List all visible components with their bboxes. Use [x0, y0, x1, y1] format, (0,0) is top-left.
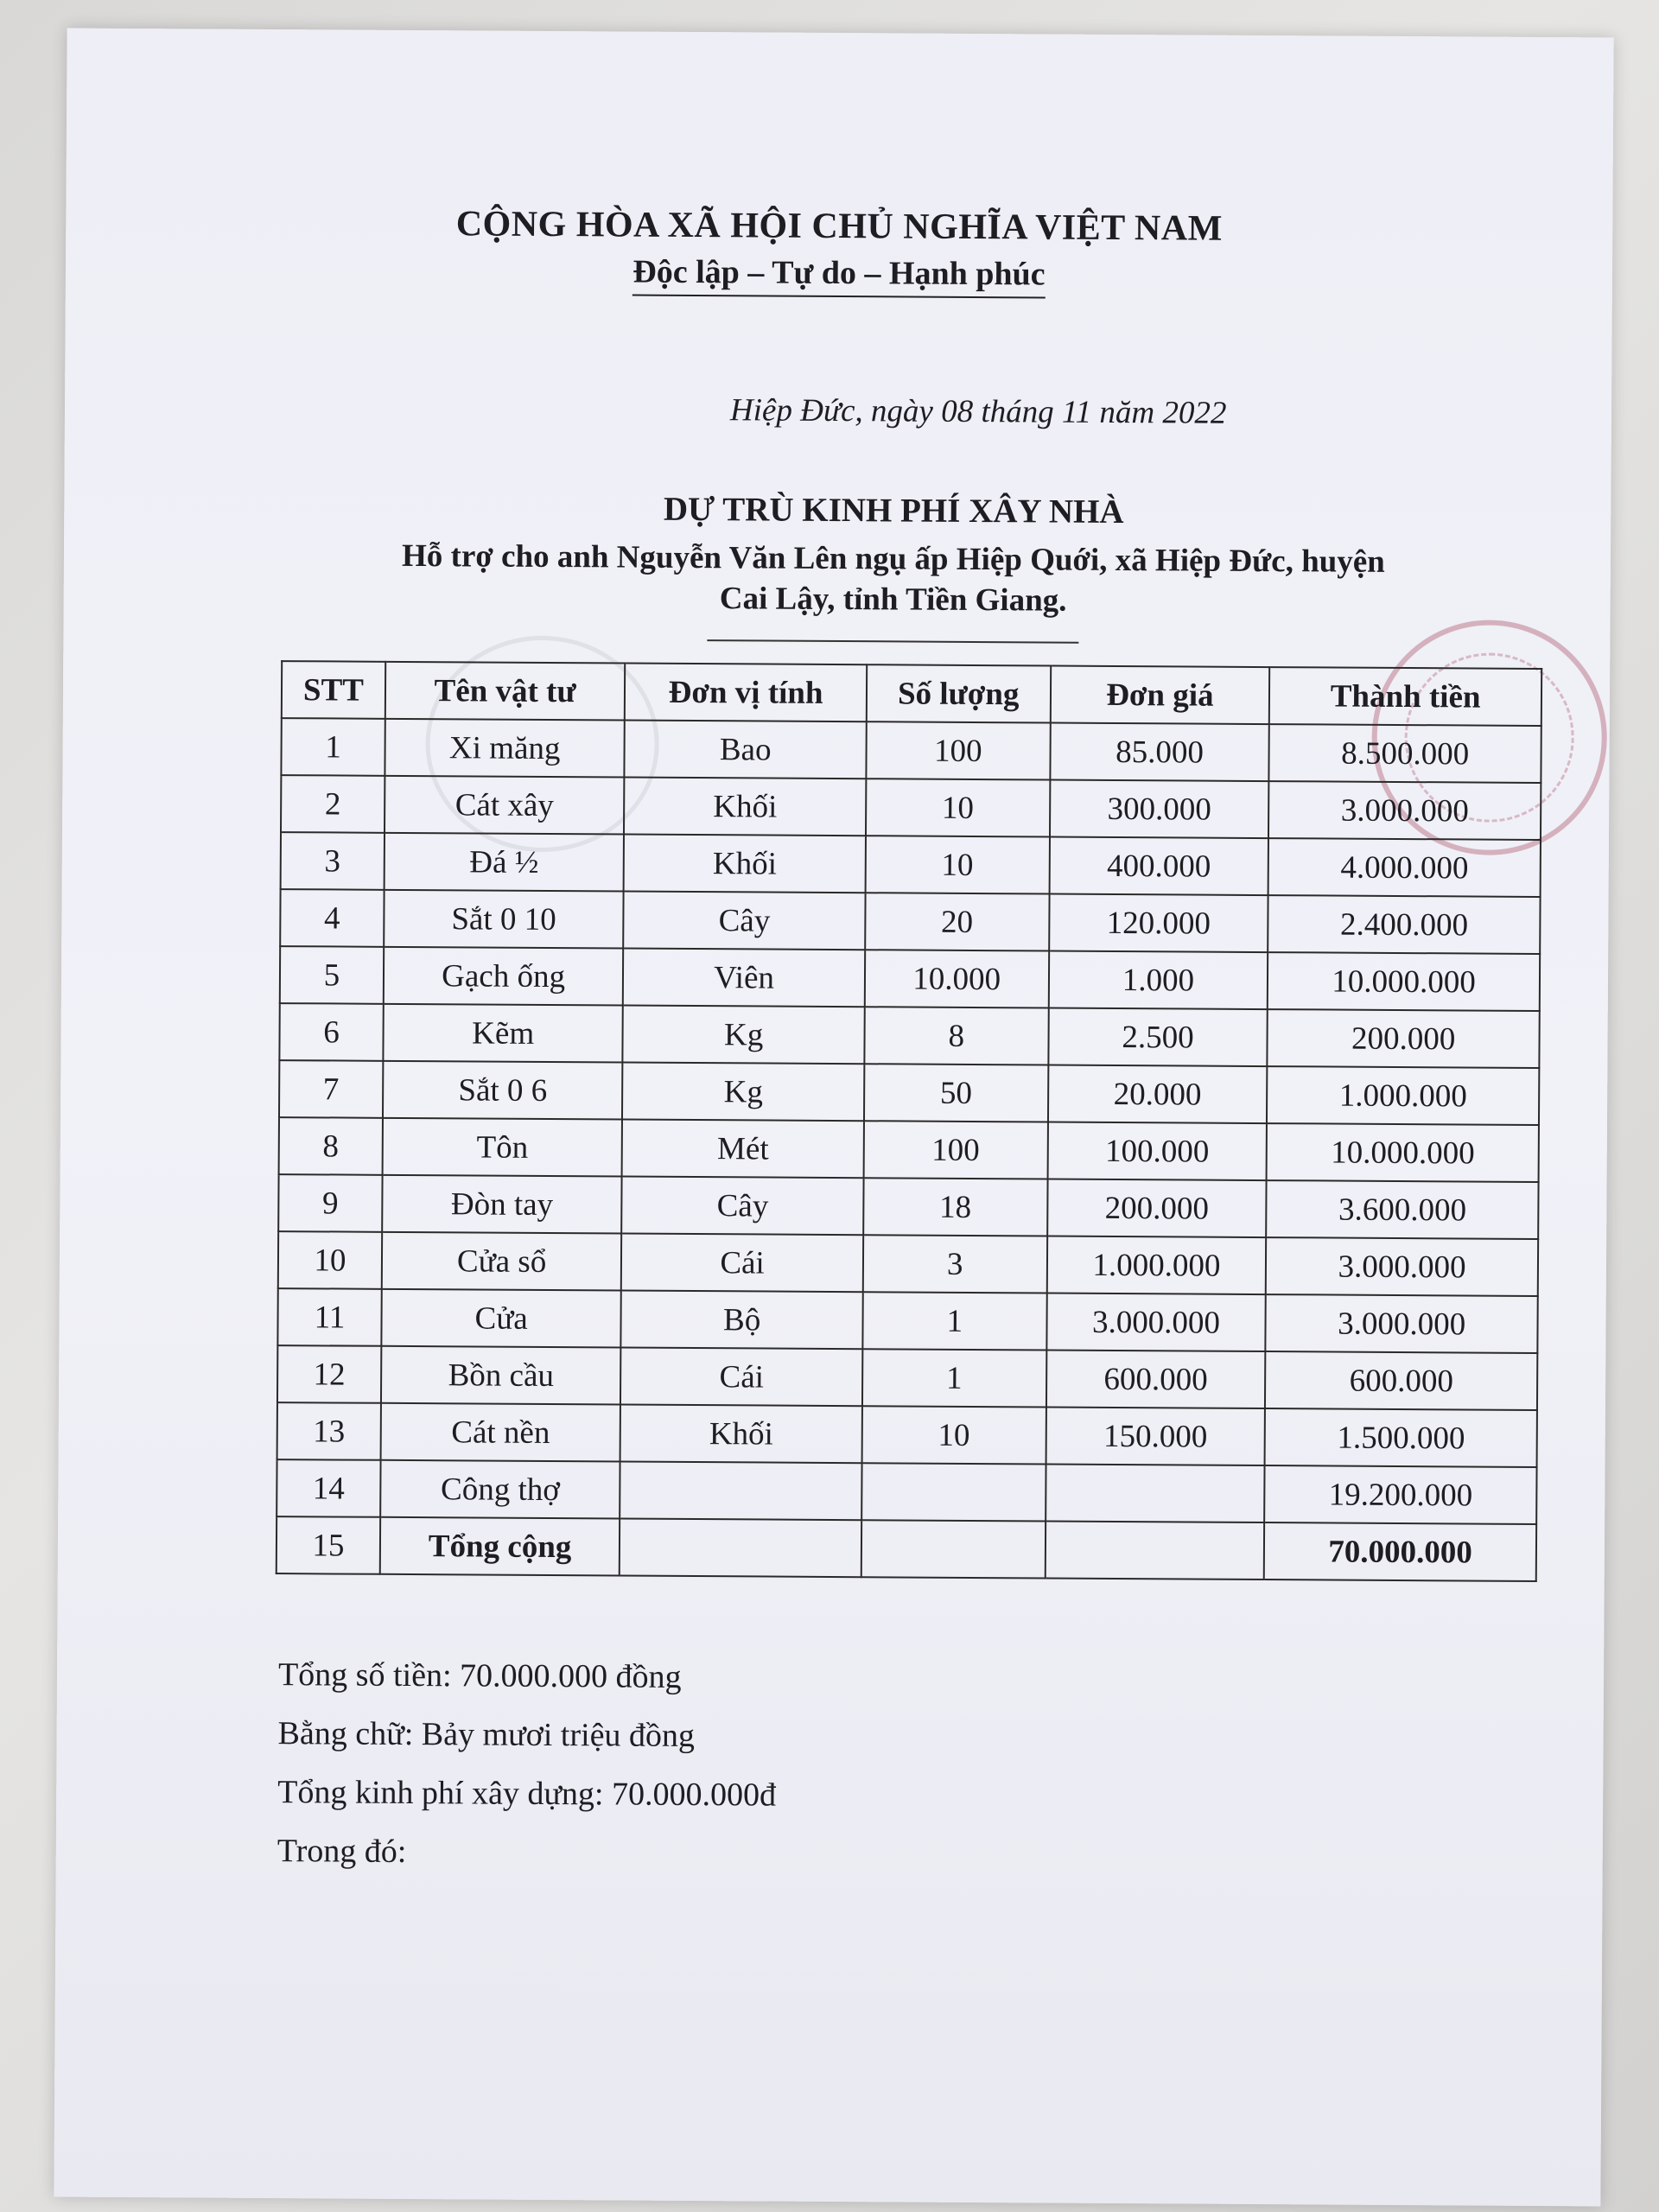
table-cell: Viên [623, 949, 865, 1007]
table-cell: 120.000 [1049, 894, 1268, 953]
table-cell: Gạch ống [384, 947, 624, 1006]
table-cell: Sắt 0 10 [384, 890, 624, 949]
table-cell: 200.000 [1047, 1179, 1267, 1238]
table-cell [620, 1518, 861, 1577]
table-row [279, 1060, 1539, 1125]
table-cell: 600.000 [1265, 1351, 1537, 1410]
title-underline [707, 639, 1078, 644]
table-cell: 4.000.000 [1268, 838, 1541, 897]
table-cell: 1 [862, 1349, 1046, 1407]
table-cell: 12 [277, 1345, 381, 1403]
table-cell: 50 [864, 1064, 1048, 1122]
header-cell: Thành tiền [1269, 667, 1541, 726]
table-cell [620, 1461, 862, 1520]
table-row [279, 1003, 1539, 1068]
document-header [66, 201, 1613, 302]
header-cell: Số lượng [867, 664, 1051, 722]
header-cell: STT [282, 661, 385, 719]
table-cell: 1 [862, 1292, 1046, 1350]
table-cell: Cây [622, 1177, 864, 1236]
table-cell: 3.600.000 [1266, 1180, 1538, 1239]
table-cell: 3.000.000 [1268, 781, 1541, 840]
header-cell: Đơn giá [1050, 666, 1269, 725]
table-row [281, 832, 1541, 897]
table-cell: 4 [280, 889, 384, 947]
table-cell [861, 1520, 1046, 1578]
of-which-line: Trong đó: [276, 1833, 407, 1870]
summary-block [277, 1645, 778, 1884]
table-cell: 2.400.000 [1268, 895, 1541, 954]
table-cell: Tổng cộng [380, 1517, 620, 1576]
document-title-block [288, 487, 1498, 646]
document-page [54, 29, 1613, 2207]
table-cell: Kg [622, 1063, 864, 1122]
table-cell: 6 [279, 1003, 383, 1061]
cost-estimate-table [276, 660, 1542, 1582]
table-cell: 9 [278, 1174, 382, 1232]
table-cell: Cửa [381, 1289, 621, 1348]
table-row [276, 1459, 1536, 1524]
table-cell: 13 [277, 1402, 381, 1460]
table-cell: 85.000 [1050, 723, 1269, 782]
table-cell: 10.000 [865, 950, 1049, 1007]
table-cell: Đá ½ [384, 833, 624, 892]
date-line: Hiệp Đức, ngày 08 tháng 11 năm 2022 [729, 392, 1227, 431]
table-cell: Cửa sổ [382, 1232, 622, 1291]
total-amount-line: Tổng số tiền: 70.000.000 đồng [277, 1656, 682, 1695]
table-cell: 10 [861, 1406, 1046, 1464]
nation-name: CỘNG HÒA XÃ HỘI CHỦ NGHĨA VIỆT NAM [455, 204, 1223, 249]
table-row [277, 1345, 1537, 1410]
table-cell: Khối [620, 1404, 862, 1463]
table-cell: 10.000.000 [1267, 1123, 1539, 1182]
table-cell: 2.500 [1048, 1008, 1268, 1067]
table-cell: 3.000.000 [1266, 1237, 1538, 1296]
table-cell: Cát xây [385, 776, 625, 835]
table-cell: 19.200.000 [1264, 1465, 1536, 1524]
table-cell: 2 [281, 775, 385, 833]
table-cell: Bộ [621, 1291, 863, 1350]
table-cell [1046, 1465, 1265, 1523]
table-cell: 3.000.000 [1266, 1294, 1538, 1353]
table-cell: Xi măng [385, 719, 625, 778]
table-cell: 1.000.000 [1046, 1236, 1266, 1295]
table-row [281, 718, 1541, 783]
table-cell: 100 [866, 721, 1050, 779]
table-cell: 400.000 [1049, 837, 1268, 896]
table-cell: 1.500.000 [1265, 1408, 1537, 1467]
table-cell: Kg [623, 1006, 865, 1065]
table-cell: Đòn tay [382, 1175, 622, 1234]
table-cell [861, 1463, 1046, 1521]
table-cell: 18 [863, 1178, 1047, 1236]
table-cell: 10 [278, 1231, 382, 1289]
table-cell: 200.000 [1268, 1009, 1540, 1068]
document-title: DỰ TRÙ KINH PHÍ XÂY NHÀ [663, 490, 1124, 531]
table-row [279, 1117, 1539, 1182]
table-cell: 3 [863, 1235, 1047, 1293]
table-cell: 3.000.000 [1046, 1294, 1266, 1352]
table-row [276, 1516, 1536, 1581]
table-cell: 8 [279, 1117, 383, 1175]
table-header-row [282, 661, 1541, 726]
table-row [280, 946, 1540, 1011]
table-cell: Khối [624, 835, 866, 893]
table-cell: Bồn cầu [381, 1346, 621, 1405]
table-row [280, 889, 1540, 954]
table-cell: 1 [281, 718, 385, 776]
table-cell: 150.000 [1046, 1408, 1265, 1466]
table-cell: Khối [624, 778, 866, 836]
table-cell: 3 [281, 832, 385, 890]
table-cell [1045, 1522, 1264, 1580]
table-cell: Cái [620, 1348, 862, 1407]
table-cell: 10 [866, 779, 1050, 836]
subtitle-line-1: Hỗ trợ cho anh Nguyễn Văn Lên ngụ ấp Hiệp Quới, xã Hiệp Đức, huyện [401, 537, 1385, 580]
table-cell: 10.000.000 [1268, 952, 1540, 1011]
document-subtitle [289, 535, 1499, 624]
table-row [278, 1231, 1538, 1296]
table-cell: 11 [277, 1288, 381, 1346]
national-motto: Độc lập – Tự do – Hạnh phúc [632, 253, 1045, 299]
table-cell: Mét [622, 1120, 864, 1179]
table-row [278, 1174, 1538, 1239]
table-cell: 600.000 [1046, 1351, 1266, 1409]
table-cell: 8.500.000 [1269, 724, 1541, 783]
table-cell: 1.000.000 [1267, 1066, 1539, 1125]
table-cell: 5 [280, 946, 384, 1004]
table-body [276, 718, 1541, 1581]
table-cell: 7 [279, 1060, 383, 1118]
table-cell: Cái [621, 1234, 863, 1293]
table-cell: 300.000 [1050, 780, 1269, 839]
table-cell: 8 [864, 1007, 1048, 1065]
amount-in-words-line: Bằng chữ: Bảy mươi triệu đồng [277, 1715, 696, 1755]
subtitle-line-2: Cai Lậy, tỉnh Tiền Giang. [719, 581, 1067, 619]
table-cell: Cây [624, 892, 866, 950]
table-row [277, 1402, 1537, 1467]
table-cell: 100.000 [1047, 1122, 1267, 1181]
table-cell: 20 [865, 893, 1049, 950]
table-cell: 100 [863, 1121, 1047, 1179]
header-cell: Đơn vị tính [625, 664, 867, 722]
table-cell: 15 [276, 1516, 380, 1574]
table-cell: Sắt 0 6 [383, 1061, 623, 1120]
table-row [277, 1288, 1537, 1353]
table-row [281, 775, 1541, 840]
table-cell: 14 [276, 1459, 380, 1517]
table-cell: Công thợ [380, 1460, 620, 1519]
table-cell: Tôn [382, 1118, 622, 1177]
table-cell: 70.000.000 [1264, 1522, 1536, 1581]
header-cell: Tên vật tư [385, 662, 626, 721]
table-cell: 10 [865, 836, 1049, 893]
table-cell: Cát nền [380, 1403, 620, 1462]
table-cell: 1.000 [1048, 951, 1268, 1010]
construction-total-line: Tổng kinh phí xây dựng: 70.000.000đ [277, 1774, 777, 1814]
table-cell: 20.000 [1048, 1065, 1268, 1124]
table-cell: Kẽm [383, 1004, 623, 1063]
table-cell: Bao [625, 721, 867, 779]
